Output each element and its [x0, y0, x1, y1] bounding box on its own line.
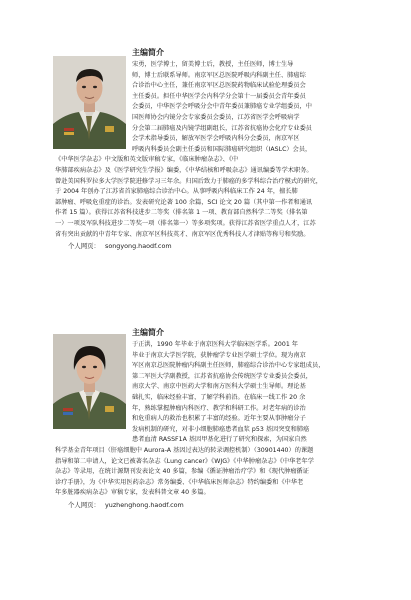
profile-heading-1: 主编简介: [132, 48, 164, 57]
bio-line: 和危重病人的救治也积累了丰富的经验。近年主要从事肿瘤分子: [132, 415, 306, 423]
bio-line: 科学基金青年项目（肝癌细胞中 Aurora-A 基因过表达的转录调控机制）（30901440）的课题: [55, 447, 314, 454]
profile-photo-1: [53, 56, 126, 149]
bio-line: 诊疗手册》，为《中华实用医药杂志》常务编委、《中华临床医师杂志》特约编委和《中华老: [55, 478, 304, 486]
bio-line: 省有突出贡献的中青年专家、南京军区科技英才、南京军区优秀科技人才津贴等称号和奖励。: [55, 230, 310, 238]
bio-line: 础扎实，临床经验丰富，了解学科前沿。在临床一线工作 20 余: [132, 394, 306, 401]
portrait-woman-image: [53, 334, 126, 429]
bio-line: 会委员，中华医学会呼吸分会中青年委员兼肺癌专业学组委员，中: [132, 103, 313, 111]
bio-line: 作者 15 篇）。获得江苏省科技进步二等奖（排名第 1 一项、教育部自然科学二等奖（排名第: [55, 209, 308, 217]
bio-line: 毕业于南京大学医学院，获肿瘤学专业医学硕士学位。现为南京: [132, 351, 306, 359]
bio-line: 发病机制的研究，对非小细胞肺癌患者血浆 p53 基因突变和肺癌: [132, 425, 310, 433]
bio-line: 宋勇，医学博士，留美博士后，教授，主任医师，博士生导: [132, 61, 294, 68]
bio-line: 患者血清 RASSF1A 基因甲基化进行了研究和探索，为国家自然: [132, 436, 307, 444]
profile-photo-2: [53, 334, 126, 429]
profile-heading-2: 主编简介: [132, 328, 164, 337]
homepage-url: songyong.haodf.com: [105, 242, 172, 251]
bio-line: 《中华医学杂志》中文版和英文版审稿专家，《临床肿瘤杂志》、《中: [55, 156, 239, 164]
bio-line: 华肺部疾病杂志》及《医学研究生学报》编委，《中华结核和呼吸杂志》通讯编委等学术职务。: [55, 167, 313, 174]
bio-line: 于正洪，1990 年毕业于南京医科大学临床医学系。2001 年: [132, 341, 298, 348]
bio-line: 年多脏器疾病杂志》审稿专家，发表科普文章 40 多篇。: [55, 489, 210, 497]
bio-line: 年，熟练掌握肿瘤内科医疗、教学和科研工作。对老年病的诊治: [132, 404, 306, 412]
bio-line: 国医师协会内镜分会专家委员会委员，江苏省医学会呼吸病学: [132, 114, 300, 121]
bio-line: 军区南京总医院肿瘤内科副主任医师，肺癌综合诊治中心专家组成员，: [132, 362, 325, 370]
bio-line: 第二军医大学副教授，江苏省抗癌协会传统医学专业委员会委员，: [132, 372, 313, 380]
bio-line: 会学术指导委员，解放军医学会呼吸内科分会委员，南京军区: [132, 135, 300, 143]
bio-line: 呼吸内科委员会副主任委员和国际肺癌研究组织（IASLC）会员，: [132, 145, 312, 153]
bio-line: 合诊治中心主任，兼任南京军区总医院药物临床试验伦理委员会: [132, 82, 306, 90]
bio-line: 南京大学、南京中医药大学和南方医科大学硕士生导师。理论基: [132, 383, 306, 391]
bio-line: 主任委员。担任中华医学会内科学分会第十一届委员会青年委员: [132, 92, 306, 100]
homepage-url: yuzhenghong.haodf.com: [105, 501, 184, 509]
bio-line: 杂志》等录用，在统计源期刊发表论文 40 多篇，参编《循证肿瘤治疗学》和《现代肿瘤循证: [55, 468, 309, 476]
bio-line: 曾赴美国科罗拉多大学医学院进修学习三年余。归国后致力于肺癌的多学科综合治疗模式的研究，: [55, 177, 322, 185]
bio-line: 于 2004 年创办了江苏省首家肺癌综合诊治中心。从事呼吸内科临床工作 24 年，擅长肺: [55, 188, 298, 196]
bio-line: 分会第二届肺癌及内镜学组副组长，江苏省抗癌协会化疗专业委员: [132, 124, 313, 132]
bio-line: 师，博士后联系导师。南京军区总医院呼吸内科副主任、肺癌综: [132, 71, 306, 79]
profile-homepage-2: [68, 500, 184, 510]
bio-line: 部肿瘤、呼吸危重症的诊治。发表研究论著 100 余篇，SCI 论文 20 篇（其中第一作者和通讯: [55, 198, 313, 206]
bio-line: 指导和第二申请人，论文已被著名杂志《Lung cancer》《WJG》《中华肿瘤杂志》《中华老年学: [55, 457, 314, 465]
bio-line: 一）一项及军队科技进步二等奖一项（排名第一）等多项奖项。获得江苏省医学重点人才，江苏: [55, 220, 316, 227]
portrait-man-image: [53, 56, 126, 149]
homepage-label: 个人网页：: [68, 501, 100, 509]
profile-homepage-1: [68, 241, 172, 251]
homepage-label: 个人网页：: [68, 242, 100, 251]
